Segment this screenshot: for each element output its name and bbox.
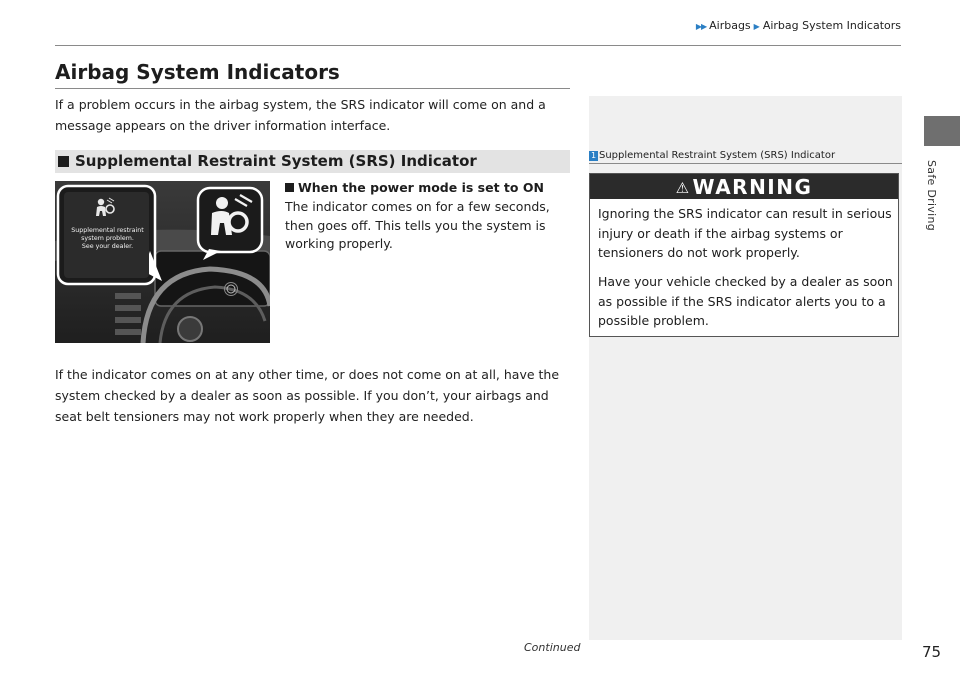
intro-paragraph: If a problem occurs in the airbag system, the SRS indicator will come on and a message appears on the driver information interface.: [55, 97, 546, 133]
page-title: Airbag System Indicators: [55, 60, 340, 84]
warning-label: WARNING: [692, 175, 813, 199]
breadcrumb-arrow-icon: ▶: [753, 22, 760, 31]
warning-text: Have your vehicle checked by a dealer as soon as possible if the SRS indicator alerts you to a possible problem.: [598, 274, 893, 328]
note-heading: [589, 150, 835, 161]
srs-indicator-illustration: [55, 181, 270, 343]
warning-triangle-icon: ⚠: [675, 179, 691, 197]
note-number-badge: 1: [590, 151, 597, 160]
section-heading-bar: [55, 150, 570, 173]
square-bullet-icon: [285, 183, 294, 192]
note-divider: [589, 163, 902, 164]
breadcrumb-link-airbags[interactable]: Airbags: [709, 19, 751, 32]
warning-box: [589, 173, 899, 337]
subsection-heading: [285, 180, 544, 195]
section-heading: Supplemental Restraint System (SRS) Indicator: [75, 152, 477, 170]
breadcrumb: [696, 19, 901, 32]
indicator-screen-message: [65, 227, 150, 251]
subsection-body: The indicator comes on for a few seconds, then goes off. This tells you the system is working properly.: [285, 199, 550, 251]
warning-text: Ignoring the SRS indicator can result in serious injury or death if the airbag systems or tensioners do not work properly.: [598, 206, 892, 260]
square-bullet-icon: [58, 156, 69, 167]
note-heading-text: Supplemental Restraint System (SRS) Indicator: [599, 150, 836, 161]
subsection-heading-text: When the power mode is set to ON: [298, 180, 544, 195]
chapter-label: Safe Driving: [925, 160, 938, 232]
title-divider: [55, 88, 570, 89]
header-divider: [55, 45, 901, 46]
body-paragraph: If the indicator comes on at any other time, or does not come on at all, have the system checked by a dealer as soon as possible. If you don’t, your airbags and seat belt tensioners may not work properly when they are needed.: [55, 367, 560, 424]
continued-label: Continued: [524, 641, 581, 654]
screen-line: system problem.: [81, 235, 134, 242]
breadcrumb-current: Airbag System Indicators: [762, 19, 901, 32]
warning-banner: [590, 174, 898, 199]
screen-line: Supplemental restraint: [71, 227, 144, 234]
screen-line: See your dealer.: [81, 243, 134, 250]
srs-airbag-icon: [195, 185, 267, 261]
breadcrumb-arrow-icon: ▶▶: [695, 22, 707, 31]
page-number: 75: [922, 643, 942, 661]
chapter-tab-marker: [924, 116, 960, 146]
